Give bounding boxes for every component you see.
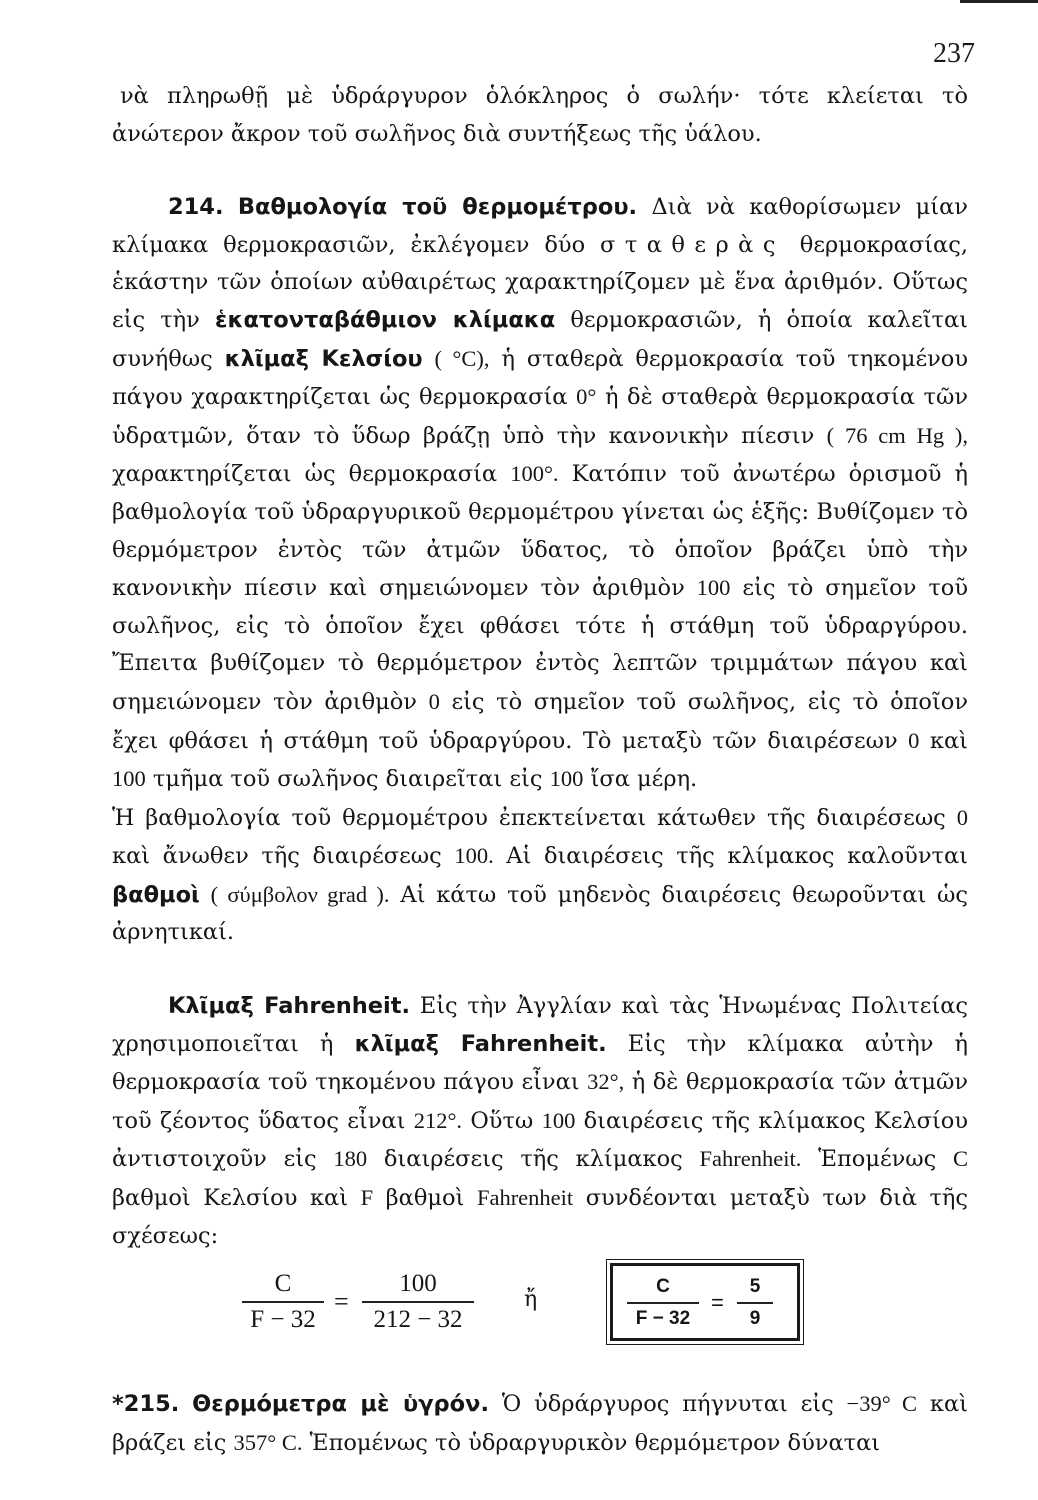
spaced-emphasis: σταθερὰς	[600, 231, 785, 258]
boxed-formula	[610, 1263, 800, 1341]
section-215-number: *215.	[112, 1391, 180, 1418]
section-215-paragraph: *215. Θερμόμετρα μὲ ὑγρόν. Ὁ ὑδράργυρος πήγνυται εἰς −39° C καὶ βράζει εἰς 357° C. Ἑπομένως τὸ ὑδραργυρικὸν θερμόμετρον δύναται	[112, 1391, 968, 1456]
paragraph-continuation: νὰ πληρωθῇ μὲ ὑδράργυρον ὁλόκληρος ὁ σωλήν· τότε κλείεται τὸ ἀνώτερον ἄκρον τοῦ σωλῆνος διὰ συντήξεως τῆς ὑάλου.	[112, 83, 968, 147]
section-214-title: Βαθμολογία τοῦ θερμομέτρου.	[237, 194, 638, 221]
fraction-100-over-180: 100 212 − 32	[362, 1267, 474, 1337]
boxed-fraction-left: C F − 32	[627, 1272, 699, 1334]
top-edge-rule	[960, 0, 1038, 3]
bold-term-celsius: κλῖμαξ Κελσίου	[224, 345, 423, 372]
fahrenheit-heading: Κλῖμαξ Fahrenheit.	[168, 993, 411, 1020]
section-214-paragraph: 214. Βαθμολογία τοῦ θερμομέτρου. Διὰ νὰ καθορίσωμεν μίαν κλίμακα θερμοκρασιῶν, ἐκλέγομεν δύο σταθερὰς θερμοκρασίας, ἑκάστην τῶν ὁποίων αὐθαιρέτως χαρακτηρίζομεν μὲ ἕνα ἀριθμόν. Οὕτως εἰς τὴν ἑκατονταβάθμιον κλίμακα θερμοκρασιῶν, ἡ ὁποία καλεῖται συνήθως κλῖμαξ Κελσίου ( °C), ἡ σταθερὰ θερμοκρασία τοῦ τηκομένου πάγου χαρακτηρίζεται ὡς θερμοκρασία 0° ἡ δὲ σταθερὰ θερμοκρασία τῶν ὑδρατμῶν, ὅταν τὸ ὕδωρ βράζῃ ὑπὸ τὴν κανονικὴν πίεσιν ( 76 cm Hg ), χαρακτηρίζεται ὡς θερμοκρασία 100°. Κατόπιν τοῦ ἀνωτέρω ὁρισμοῦ ἡ βαθμολογία τοῦ ὑδραργυρικοῦ θερμομέτρου γίνεται ὡς ἑξῆς: Βυθίζομεν τὸ θερμόμετρον ἐντὸς τῶν ἀτμῶν ὕδατος, τὸ ὁποῖον βράζει ὑπὸ τὴν κανονικὴν πίεσιν καὶ σημειώνομεν τὸν ἀριθμὸν 100 εἰς τὸ σημεῖον τοῦ σωλῆνος, εἰς τὸ ὁποῖον ἔχει φθάσει τότε ἡ στάθμη τοῦ ὑδραργύρου. Ἔπειτα βυθίζομεν τὸ θερμόμετρον ἐντὸς λεπτῶν τριμμάτων πάγου καὶ σημειώνομεν τὸν ἀριθμὸν 0 εἰς τὸ σημεῖον τοῦ σωλῆνος, εἰς τὸ ὁποῖον ἔχει φθάσει ἡ στάθμη τοῦ ὑδραργύρου. Τὸ μεταξὺ τῶν διαιρέσεων 0 καὶ 100 τμῆμα τοῦ σωλῆνος διαιρεῖται εἰς 100 ἴσα μέρη.	[112, 194, 969, 793]
page-body	[112, 78, 968, 1462]
fraction-c-over-f: C F − 32	[242, 1267, 324, 1337]
or-word: ἤ	[524, 1287, 538, 1313]
section-215-title: Θερμόμετρα μὲ ὑγρόν.	[192, 1391, 489, 1418]
boxed-equals-sign: =	[711, 1290, 724, 1316]
equals-sign: =	[334, 1287, 349, 1317]
bold-term-degrees: βαθμοὶ	[112, 881, 200, 908]
bold-term-centigrade: ἑκατονταβάθμιον κλίμακα	[214, 306, 556, 333]
fahrenheit-paragraph: Κλῖμαξ Fahrenheit. Εἰς τὴν Ἀγγλίαν καὶ τὰς Ἡνωμένας Πολιτείας χρησιμοποιεῖται ἡ κλῖμαξ Fahrenheit. Εἰς τὴν κλίμακα αὐτὴν ἡ θερμοκρασία τοῦ τηκομένου πάγου εἶναι 32°, ἡ δὲ θερμοκρασία τῶν ἀτμῶν τοῦ ζέοντος ὕδατος εἶναι 212°. Οὕτω 100 διαιρέσεις τῆς κλίμακος Κελσίου ἀντιστοιχοῦν εἰς 180 διαιρέσεις τῆς κλίμακος Fahrenheit. Ἑπομένως C βαθμοὶ Κελσίου καὶ F βαθμοὶ Fahrenheit συνδέονται μεταξὺ των διὰ τῆς σχέσεως:	[112, 993, 969, 1249]
page-number: 237	[933, 38, 975, 69]
boxed-fraction-right: 5 9	[737, 1272, 773, 1334]
section-214-number: 214.	[168, 194, 224, 221]
bold-term-fahrenheit: κλῖμαξ Fahrenheit.	[354, 1030, 607, 1057]
section-214-paragraph-2: Ἡ βαθμολογία τοῦ θερμομέτρου ἐπεκτείνεται κάτωθεν τῆς διαιρέσεως 0 καὶ ἄνωθεν τῆς διαιρέσεως 100. Αἱ διαιρέσεις τῆς κλίμακος καλοῦνται βαθμοὶ ( σύμβολον grad ). Αἱ κάτω τοῦ μηδενὸς διαιρέσεις θεωροῦνται ὡς ἀρνητικαί.	[112, 804, 969, 946]
conversion-formula	[112, 1263, 968, 1355]
